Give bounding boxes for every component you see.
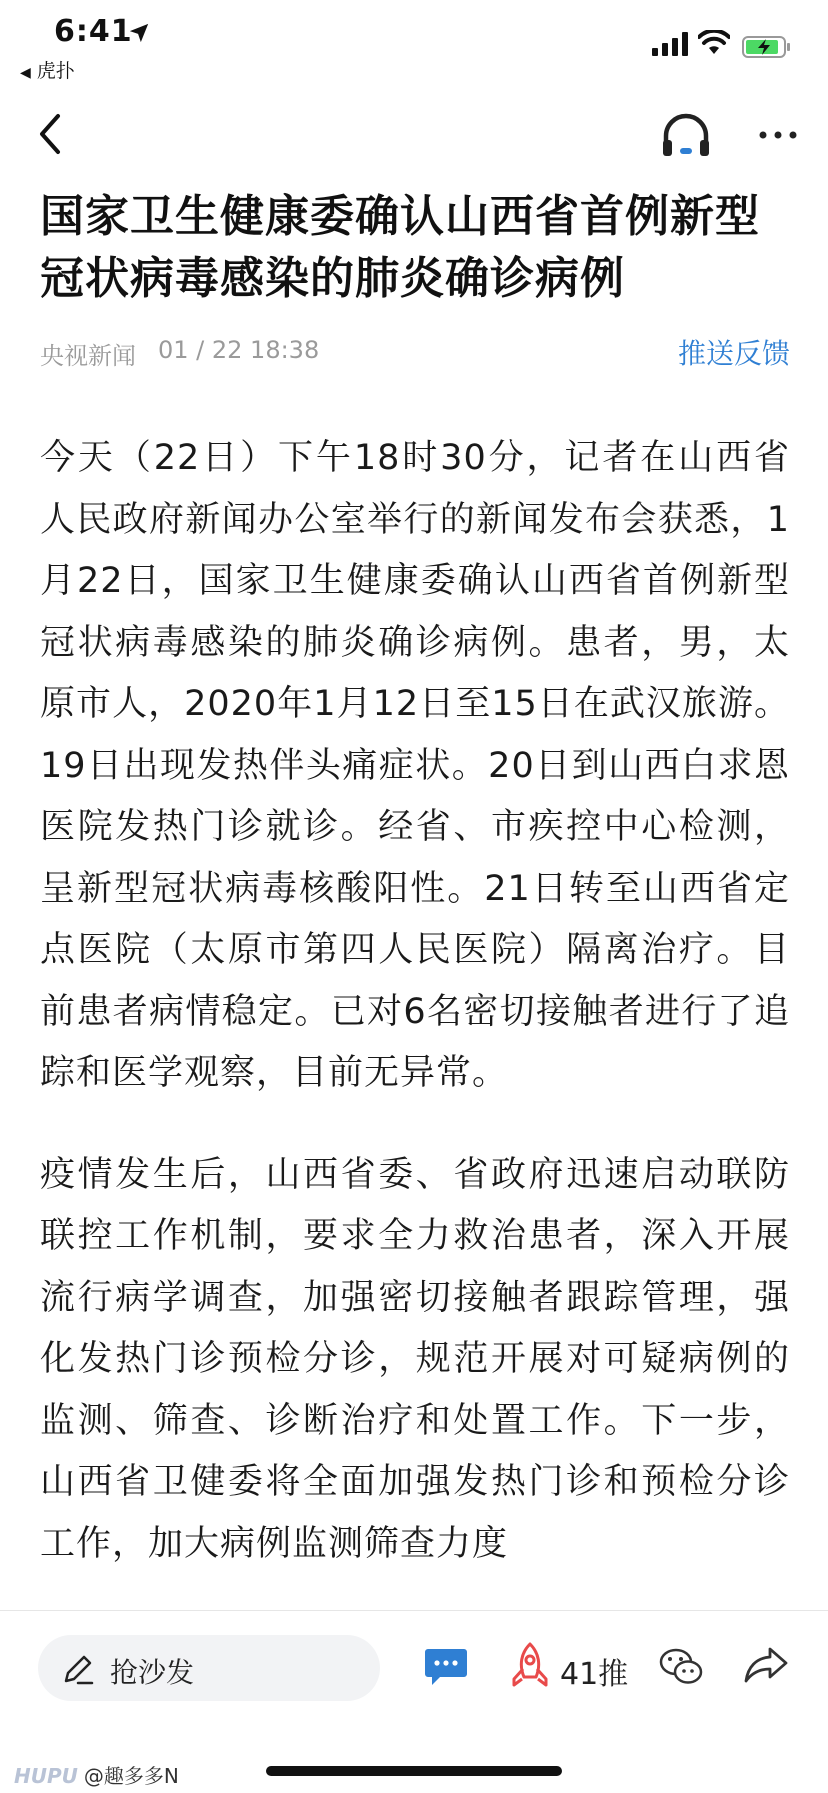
article-date: 01 / 22 18:38 [158,336,320,364]
back-app-label: 虎扑 [36,60,75,82]
watermark [14,1760,179,1789]
rocket-icon [508,1641,552,1689]
comment-input[interactable] [38,1635,380,1701]
back-triangle-icon: ◀ [20,65,31,81]
battery-charging-icon [742,36,790,58]
share-icon[interactable] [744,1645,788,1685]
comment-placeholder: 抢沙发 [110,1656,195,1689]
cellular-signal-icon [652,32,688,56]
watermark-user: @趣多多N [83,1764,179,1788]
article-title: 国家卫生健康委确认山西省首例新型冠状病毒感染的肺炎确诊病例 [40,191,760,304]
back-to-app-link[interactable] [20,56,75,83]
location-arrow-icon [128,22,150,44]
article-paragraph: 疫情发生后，山西省委、省政府迅速启动联防联控工作机制，要求全力救治患者，深入开展流行病学调查，加强密切接触者跟踪管理，强化发热门诊预检分诊，规范开展对可疑病例的监测、筛查、诊断治疗和处置工作。下一步，山西省卫健委将全面加强发热门诊和预检分诊工作，加大病例监测筛查力度 [40,1154,790,1564]
status-time: 6:41 [54,14,133,49]
headphones-icon[interactable] [660,110,712,162]
wifi-icon [698,30,730,56]
wechat-icon[interactable] [658,1647,704,1687]
article-paragraph: 今天（22日）下午18时30分，记者在山西省人民政府新闻办公室举行的新闻发布会获悉，1月22日，国家卫生健康委确认山西省首例新型冠状病毒感染的肺炎确诊病例。患者，男，太原市人，2020年1月12日至15日在武汉旅游。19日出现发热伴头痛症状。20日到山西白求恩医院发热门诊就诊。经省、市疾控中心检测，呈新型冠状病毒核酸阳性。21日转至山西省定点医院（太原市第四人民医院）隔离治疗。目前患者病情稳定。已对6名密切接触者进行了追踪和医学观察，目前无异常。 [40,438,790,1093]
more-icon[interactable] [756,120,800,150]
push-count: 41推 [560,1657,629,1692]
watermark-brand: HUPU [14,1764,78,1788]
article [40,186,790,1575]
comments-icon[interactable] [424,1647,468,1687]
chevron-left-icon[interactable] [36,112,66,156]
push-feedback-link[interactable]: 推送反馈 [677,337,790,370]
home-indicator[interactable] [266,1766,562,1776]
nav-bar [0,100,828,172]
pencil-icon [60,1651,96,1687]
article-source: 央视新闻 [40,342,136,370]
article-meta [40,332,790,368]
status-bar [0,0,828,88]
